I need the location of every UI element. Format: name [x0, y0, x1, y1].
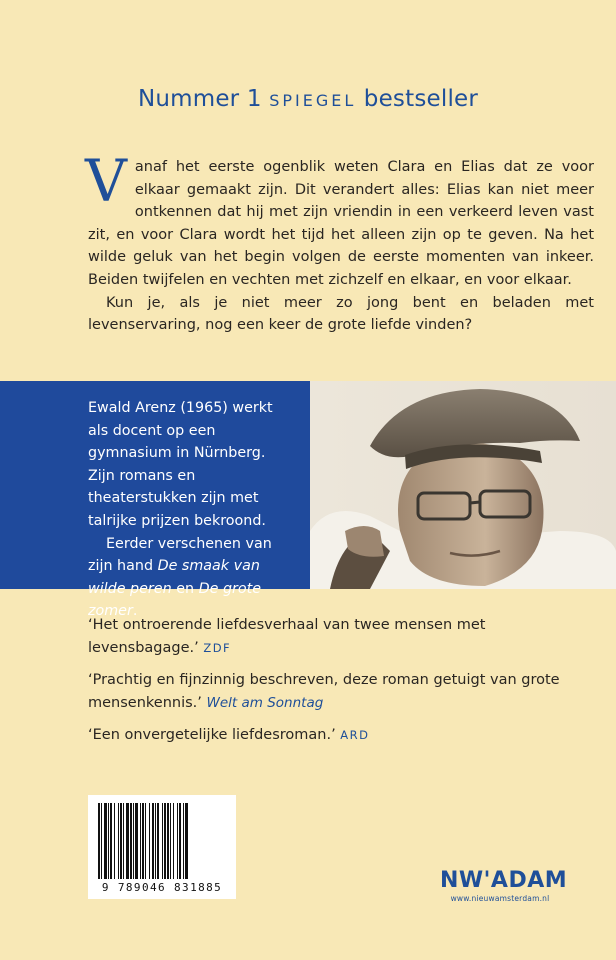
quote-1-source: ZDF: [203, 640, 232, 655]
quote-3: [88, 724, 588, 747]
author-band: [0, 381, 616, 620]
quote-3-text: ‘Een onvergetelijke liefdesroman.’: [88, 727, 341, 744]
quote-1: [88, 614, 588, 659]
barcode-number: 9 789046 831885: [101, 881, 223, 894]
blurb-paragraph-2: Kun je, als je niet meer zo jong bent en beladen met levenservaring, nog een keer de grote liefde vinden?: [88, 294, 594, 334]
author-bio-paragraph-1: Ewald Arenz (1965) werkt als docent op een gymnasium in Nürnberg. Zijn romans en theaterstukken zijn met talrijke prijzen bekroond.: [88, 400, 273, 529]
quote-2: [88, 669, 588, 714]
author-bio: [88, 397, 288, 623]
quote-3-source: ARD: [340, 728, 370, 743]
blurb-paragraph-1: anaf het eerste ogenblik weten Clara en Elias dat ze voor elkaar gemaakt zijn. Dit verandert alles: Elias kan niet meer ontkennen dat hij met zijn vriendin in een verkeerd leven vast zit, en voor Clara wordt het tijd het alleen zijn op te geven. Na het wilde geluk van het begin volgen de eerste momenten van inkeer. Beiden twijfelen en vechten met zichzelf en elkaar, en voor elkaar.: [88, 159, 594, 288]
press-quotes: [88, 614, 588, 757]
bio-text-end: .: [132, 603, 138, 620]
bio-text-start: Eerder verschenen van zijn hand: [88, 535, 272, 575]
bio-text-and: en: [171, 580, 199, 597]
publisher-url: www.nieuwamsterdam.nl: [450, 894, 550, 903]
book-title-2: De grote zomer: [88, 580, 262, 620]
headline-prefix: Nummer 1: [137, 86, 270, 112]
drop-cap: V: [85, 147, 127, 215]
headline: [0, 86, 616, 112]
book-title-1: De smaak van wilde peren: [88, 558, 260, 597]
author-photo: [310, 381, 616, 589]
quote-2-source: Welt am Sonntag: [206, 694, 324, 711]
quote-1-text: ‘Het ontroerende liefdesverhaal van twee mensen met levensbagage.’: [88, 617, 486, 656]
blurb: [85, 147, 594, 337]
publisher: [440, 868, 568, 903]
headline-suffix: bestseller: [356, 86, 479, 112]
author-bio-paragraph-2: [88, 533, 288, 623]
publisher-logo: NW'ADAM: [440, 868, 568, 893]
quote-2-text: ‘Prachtig en fijnzinnig beschreven, deze roman getuigt van grote mensenkennis.’: [88, 672, 560, 711]
barcode: [88, 795, 236, 899]
headline-spiegel: SPIEGEL: [269, 91, 357, 110]
author-bio-box: [0, 381, 310, 620]
author-portrait-image: [310, 381, 616, 589]
barcode-bars: [88, 795, 236, 881]
